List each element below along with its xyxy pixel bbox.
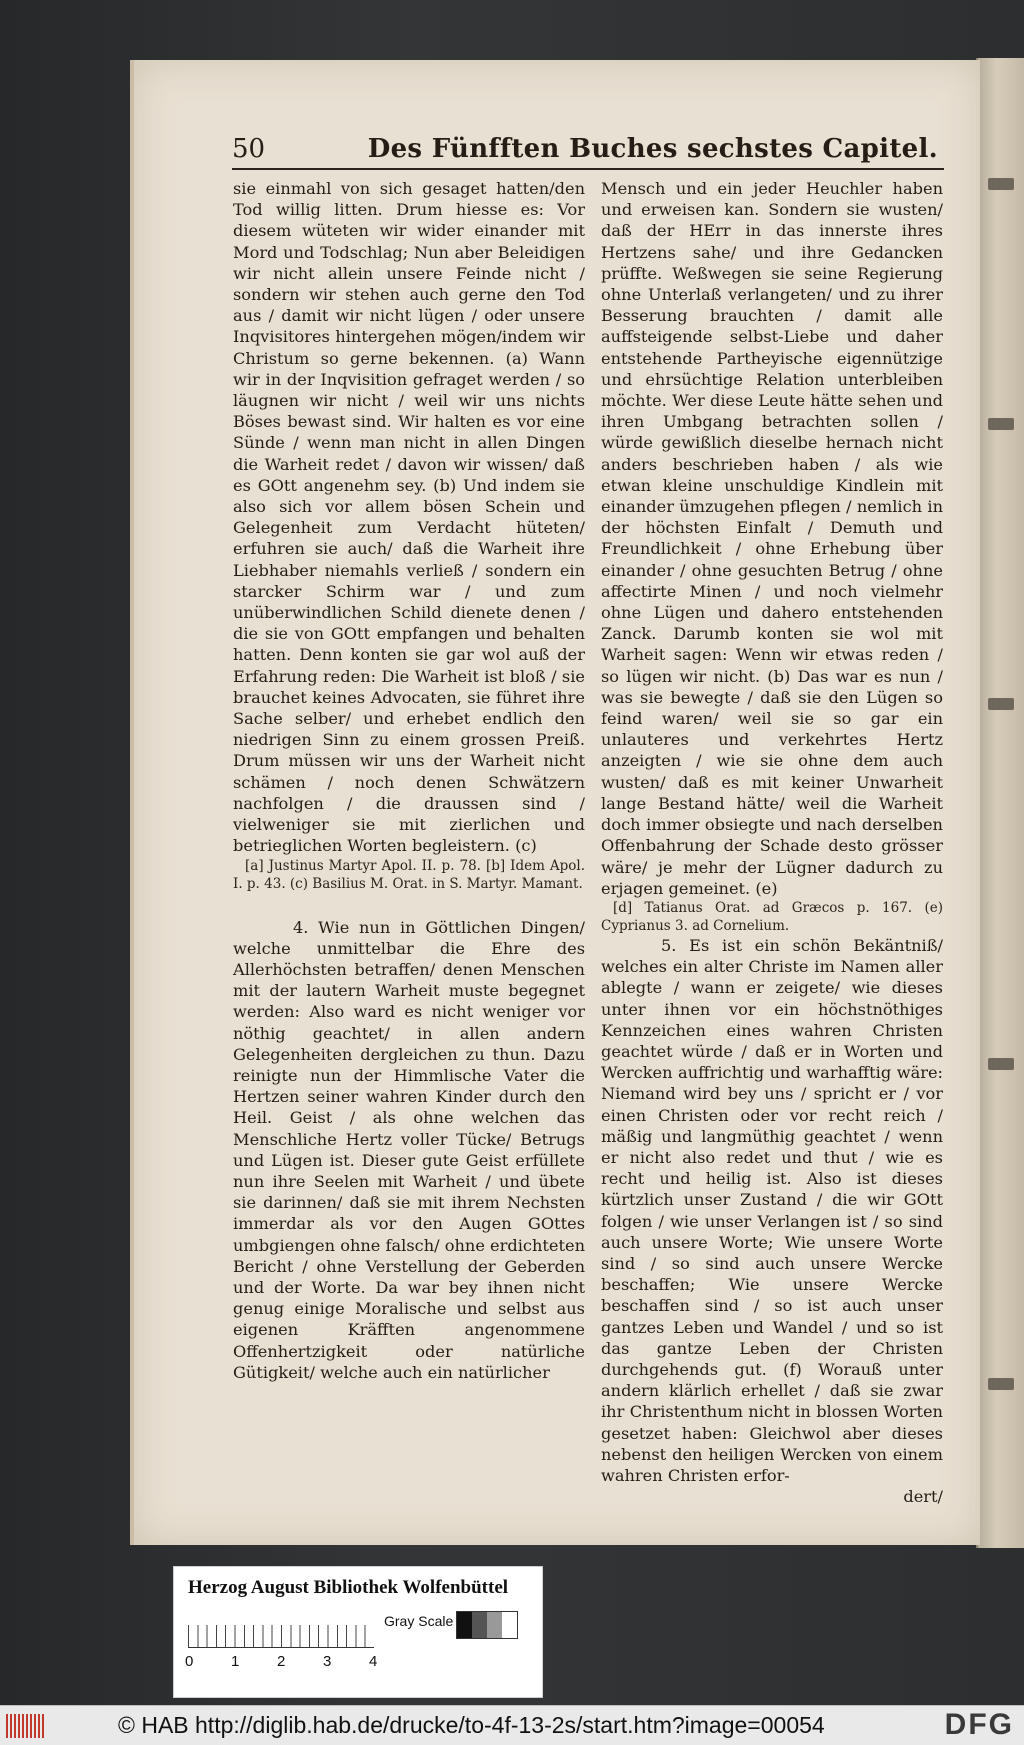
dfg-logo: DFG — [944, 1708, 1014, 1741]
footer-copyright-url[interactable]: © HAB http://diglib.hab.de/drucke/to-4f-13-2s/start.htm?image=00054 — [118, 1712, 825, 1738]
paragraph: 4. Wie nun in Göttlichen Dingen/ welche unmittelbar die Ehre des Allerhöchsten betraffen/ denen Menschen mit der lautern Warheit muste begegnet werden: Also ward es nicht weniger vor nöthig geachtet/ in allen andern Gelegenheiten dergleichen zu thun. Dazu reinigte nun der Himmlische Vater die Hertzen seiner wahren Kinder durch den Heil. Geist / als ohne welchen das Menschliche Hertz voller Tücke/ Betrugs und Lügen ist. Dieser gute Geist erfüllete nun ihre Seelen mit Warheit / und übete sie darinnen/ daß sie mit ihrem Nechsten immerdar als vor den Augen GOttes umbgiengen ohne falsch/ ohne erdichteten Bericht / ohne Verstellung der Geberden und der Worte. Da war bey ihnen nicht genug einige Moralische und selbst aus eigenen Kräfften angenommene Offenhertzigkeit oder natürliche Gütigkeit/ welche auch ein natürlicher — [233, 917, 585, 1382]
hab-logo-icon — [6, 1714, 44, 1738]
left-column — [233, 178, 585, 1383]
scale-number: 2 — [277, 1653, 286, 1670]
scale-ruler — [188, 1611, 374, 1648]
running-head: Des Fünfften Buches sechstes Capitel. — [367, 134, 938, 164]
spine-mark — [988, 698, 1014, 710]
scale-number: 3 — [323, 1653, 332, 1670]
book-page — [130, 60, 980, 1545]
right-column — [601, 178, 943, 1507]
next-page-edge — [976, 58, 1024, 1548]
library-color-card — [173, 1566, 543, 1698]
library-name: Herzog August Bibliothek Wolfenbüttel — [188, 1577, 509, 1598]
scale-number: 4 — [369, 1653, 378, 1670]
spine-mark — [988, 178, 1014, 190]
footnote: [d] Tatianus Orat. ad Græcos p. 167. (e) Cyprianus 3. ad Cornelium. — [601, 899, 943, 934]
scale-number: 0 — [185, 1653, 194, 1670]
page-header — [232, 124, 944, 170]
footnote: [a] Justinus Martyr Apol. II. p. 78. [b] Idem Apol. I. p. 43. (c) Basilius M. Orat. in S. Martyr. Mamant. — [233, 857, 585, 892]
page-number: 50 — [232, 134, 266, 164]
spine-mark — [988, 1058, 1014, 1070]
paragraph: sie einmahl von sich gesaget hatten/den Tod willig litten. Drum hiesse es: Vor diesem wüteten wir wider einander mit Mord und Todschlag; Nun aber Beleidigen wir nicht allein unsere Feinde nicht / sondern wir stehen auch gerne den Tod aus / damit wir nicht lügen / oder unsere Inqvisitores hintergehen mögen/indem wir Christum so gerne bekennen. (a) Wann wir in der Inqvisition gefraget werden / so läugnen wir nicht / weil wir uns nichts Böses bewast sind. Wir halten es vor eine Sünde / wenn man nicht in allen Dingen die Warheit redet / davon wir wissen/ daß es GOtt angenehm sey. (b) Und indem sie also sich vor allem bösen Schein und Gelegenheit zum Verdacht hüteten/ erfuhren sie auch/ daß die Warheit ihre Liebhaber niemahls verließ / sondern ein starcker Schirm war / und zum unüberwindlichen Schild dienete denen / die sie von GOtt empfangen und behalten hatten. Denn konten sie gar wol auß der Erfahrung reden: Die Warheit ist bloß / sie brauchet keines Advocaten, sie führet ihre Sache selber/ und erhebet endlich den niedrigen Sinn zu einem grossen Preiß. Drum müssen wir uns der Warheit nicht schämen / noch denen Schwätzern nachfolgen / die draussen sind / vielweniger sie mit zierlichen und betrieglichen Worten begleistern. (c) — [233, 179, 585, 856]
footer-bar — [0, 1705, 1024, 1745]
spine-mark — [988, 1378, 1014, 1390]
gray-scale-swatches — [456, 1611, 518, 1639]
paragraph: 5. Es ist ein schön Bekäntniß/ welches ein alter Christe im Namen aller ablegte / wann er zeigete/ wie dieses unter ihnen vor ein höchstnöthiges Kennzeichen eines wahren Christen geachtet würde / daß er in Worten und Wercken auffrichtig und warhafftig wäre: Niemand wird bey uns / spricht er / vor einen Christen oder vor recht reich / mäßig und langmüthig geachtet / wenn er nicht also redet und thut / wie es recht und heilig ist. Also ist dieses kürtzlich unser Zustand / die wir GOtt folgen / wie unser Verlangen ist / so sind auch unsere Worte; Wie unsere Worte sind / so sind auch unsere Wercke beschaffen; Wie unsere Wercke beschaffen sind / so ist auch unser gantzes Leben und Wandel / und so ist das gantze Leben der Christen durchgehends gut. (f) Worauß unter andern klärlich erhellet / daß sie zwar ihr Christenthum nicht in blossen Worten gesetzet haben: Gleichwol aber dieses nebenst den heiligen Wercken von einem wahren Christen erfor- — [601, 935, 943, 1485]
catchword: dert/ — [903, 1487, 943, 1507]
paragraph: Mensch und ein jeder Heuchler haben und erweisen kan. Sondern sie wusten/ daß der HErr in das innerste ihres Hertzens sahe/ und ihre Gedancken prüffte. Weßwegen sie seine Regierung ohne Unterlaß verlangeten/ und zu ihrer Besserung brauchten / damit alle auffsteigende selbst-Liebe und daher entstehende Partheyische eigennützige und ehrsüchtige Relation unterbleiben möchte. Wer diese Leute hätte sehen und ihren Umbgang betrachten sollen / würde gewißlich dieselbe hernach nicht anders beschrieben haben / als wie etwan kleine unschuldige Kindlein mit einander ümzugehen pflegen / nemlich in der höchsten Einfalt / Demuth und Freundlichkeit / ohne Erhebung über einander / ohne gesuchten Betrug / ohne affectirte Minen / und noch vielmehr ohne Lügen und dahero entstehenden Zanck. Darumb konten sie wol mit Warheit sagen: Wenn wir etwas reden / so lügen wir nicht. (b) Das war es nun / was sie bewegte / daß sie den Lügen so feind waren/ weil sie so gar ein unlauteres und verkehrtes Hertz anzeigten / wie sie ohne dem auch wusten/ daß es mit keiner Unwarheit lange Bestand hätte/ weil die Warheit doch immer obsiegte und nach derselben Offenbahrung der Schade desto grösser wäre/ je mehr der Lügner dadurch zu erjagen gemeinet. (e) — [601, 179, 943, 898]
scale-number: 1 — [231, 1653, 240, 1670]
spine-mark — [988, 418, 1014, 430]
gray-scale-label: Gray Scale — [384, 1613, 454, 1629]
